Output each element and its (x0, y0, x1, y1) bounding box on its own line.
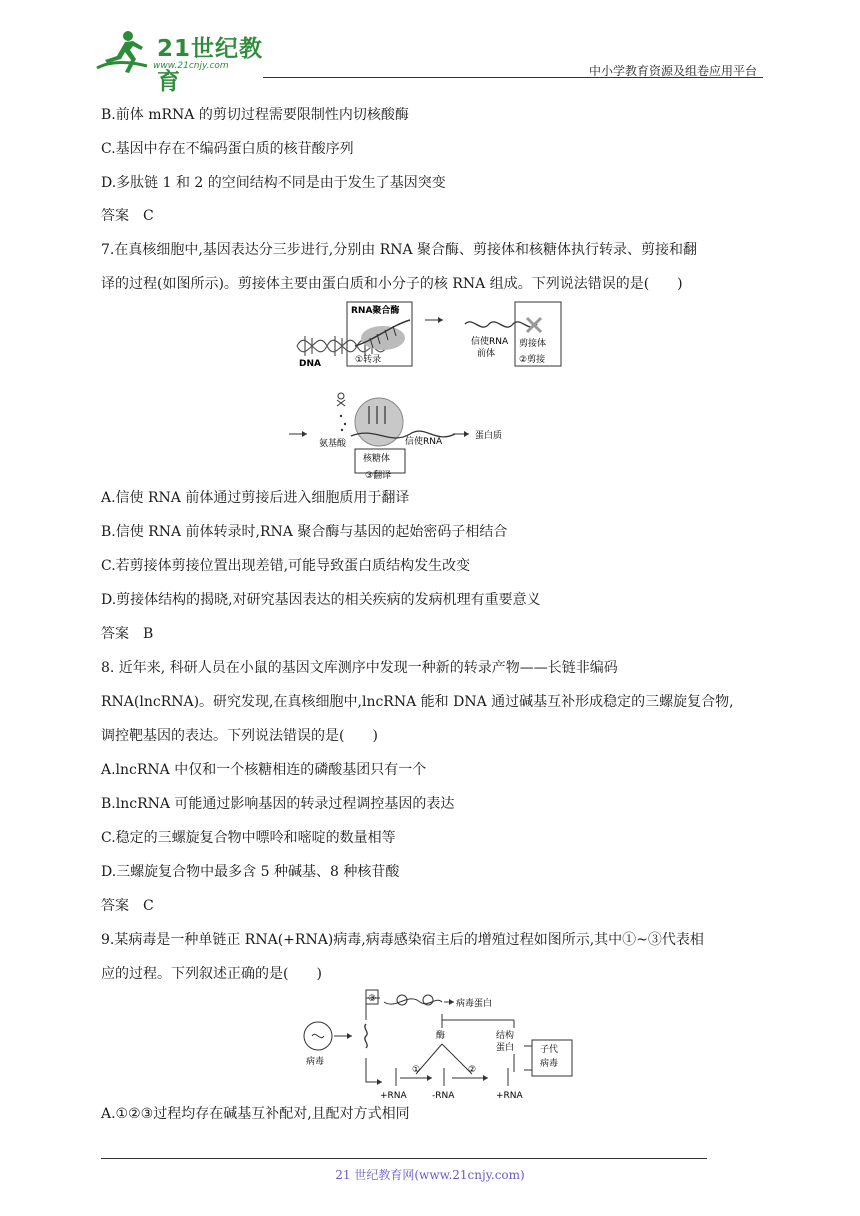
site-logo[interactable] (95, 28, 265, 95)
mrna-label: 信使RNA (405, 437, 443, 447)
question-text: 9.某病毒是一种单链正 RNA(+RNA)病毒,病毒感染宿主后的增殖过程如图所示,其中①~③代表相 (101, 932, 704, 948)
option-text: A.信使 RNA 前体通过剪接后进入细胞质用于翻译 (101, 490, 410, 506)
page-header (95, 28, 763, 95)
virus-protein-label: 病毒蛋白 (456, 999, 493, 1009)
structural-protein-label-2: 蛋白 (496, 1043, 515, 1053)
protein-label: 蛋白质 (475, 431, 503, 441)
logo-text: 21世纪教育 (157, 36, 264, 95)
rna-squiggle (365, 1024, 367, 1048)
pre-mrna-label-2: 前体 (477, 349, 496, 359)
plus-rna-label-2: +RNA (496, 1091, 523, 1100)
step1-label: ① (412, 1065, 421, 1075)
rna-polymerase-shape (361, 326, 405, 350)
option-text: B.信使 RNA 前体转录时,RNA 聚合酶与基因的起始密码子相结合 (101, 524, 508, 540)
enzyme-label: 酶 (436, 1031, 446, 1041)
question-text: RNA(lncRNA)。研究发现,在真核细胞中,lncRNA 能和 DNA 通过碱基互补形成稳定的三螺旋复合物, (101, 694, 734, 710)
question-text: 7.在真核细胞中,基因表达分三步进行,分别由 RNA 聚合酶、剪接体和核糖体执行转录、剪接和翻 (101, 242, 698, 258)
spliceosome-label: 剪接体 (519, 339, 547, 349)
dna-label: DNA (299, 359, 321, 369)
logo-url: www.21cnjy.com (153, 61, 229, 71)
ribosome-label: 核糖体 (363, 454, 391, 464)
question-text: 8. 近年来, 科研人员在小鼠的基因文库测序中发现一种新的转录产物——长链非编码 (101, 660, 618, 676)
option-text: B.lncRNA 可能通过影响基因的转录过程调控基因的表达 (101, 796, 455, 812)
option-text: B.前体 mRNA 的剪切过程需要限制性内切核酸酶 (101, 107, 409, 123)
step3-label: ③翻译 (365, 471, 392, 481)
option-text: C.稳定的三螺旋复合物中嘌呤和嘧啶的数量相等 (101, 830, 396, 846)
gene-expression-figure (285, 296, 585, 482)
question-text: 应的过程。下列叙述正确的是( ) (101, 966, 322, 982)
ribosome-pair-icon (384, 995, 442, 1005)
option-text: A.①②③过程均存在碱基互补配对,且配对方式相同 (101, 1106, 410, 1122)
minus-rna-label: -RNA (432, 1091, 455, 1100)
step2-label: ② (468, 1065, 477, 1075)
rna-polymerase-label: RNA聚合酶 (351, 306, 400, 316)
option-text: C.若剪接体剪接位置出现差错,可能导致蛋白质结构发生改变 (101, 558, 471, 574)
amino-acid-label: 氨基酸 (319, 439, 347, 449)
answer-text: 答案 C (101, 898, 154, 914)
answer-text: 答案 B (101, 626, 154, 642)
virus-replication-figure (296, 988, 586, 1100)
runner-logo-icon (95, 28, 155, 76)
progeny-label-2: 病毒 (540, 1059, 559, 1069)
trna-icon (337, 393, 345, 406)
footer-divider (101, 1158, 707, 1159)
step3-label: ③ (368, 994, 377, 1004)
option-text: D.三螺旋复合物中最多含 5 种碱基、8 种核苷酸 (101, 864, 400, 880)
virus-label: 病毒 (306, 1057, 325, 1067)
header-platform-text: 中小学教育资源及组卷应用平台 (588, 64, 757, 78)
plus-rna-label: +RNA (380, 1091, 407, 1100)
structural-protein-label: 结构 (496, 1031, 515, 1041)
option-text: D.多肽链 1 和 2 的空间结构不同是由于发生了基因突变 (101, 175, 446, 191)
answer-text: 答案 C (101, 208, 154, 224)
header-divider (263, 77, 763, 78)
step2-label: ②剪接 (519, 355, 546, 365)
footer-link[interactable]: 21 世纪教育网(www.21cnjy.com) (335, 1168, 525, 1182)
option-text: C.基因中存在不编码蛋白质的核苷酸序列 (101, 141, 354, 157)
option-text: A.lncRNA 中仅和一个核糖相连的磷酸基团只有一个 (101, 762, 427, 778)
progeny-label: 子代 (540, 1045, 559, 1055)
pre-mrna-label: 信使RNA (471, 337, 509, 347)
question-text: 调控靶基因的表达。下列说法错误的是( ) (101, 728, 378, 744)
option-text: D.剪接体结构的揭晓,对研究基因表达的相关疾病的发病机理有重要意义 (101, 592, 541, 608)
ribosome-shape (355, 398, 403, 446)
pre-mrna-strand (465, 322, 537, 327)
question-text: 译的过程(如图所示)。剪接体主要由蛋白质和小分子的核 RNA 组成。下列说法错误的是( ) (101, 276, 683, 292)
step1-label: ①转录 (355, 355, 382, 365)
